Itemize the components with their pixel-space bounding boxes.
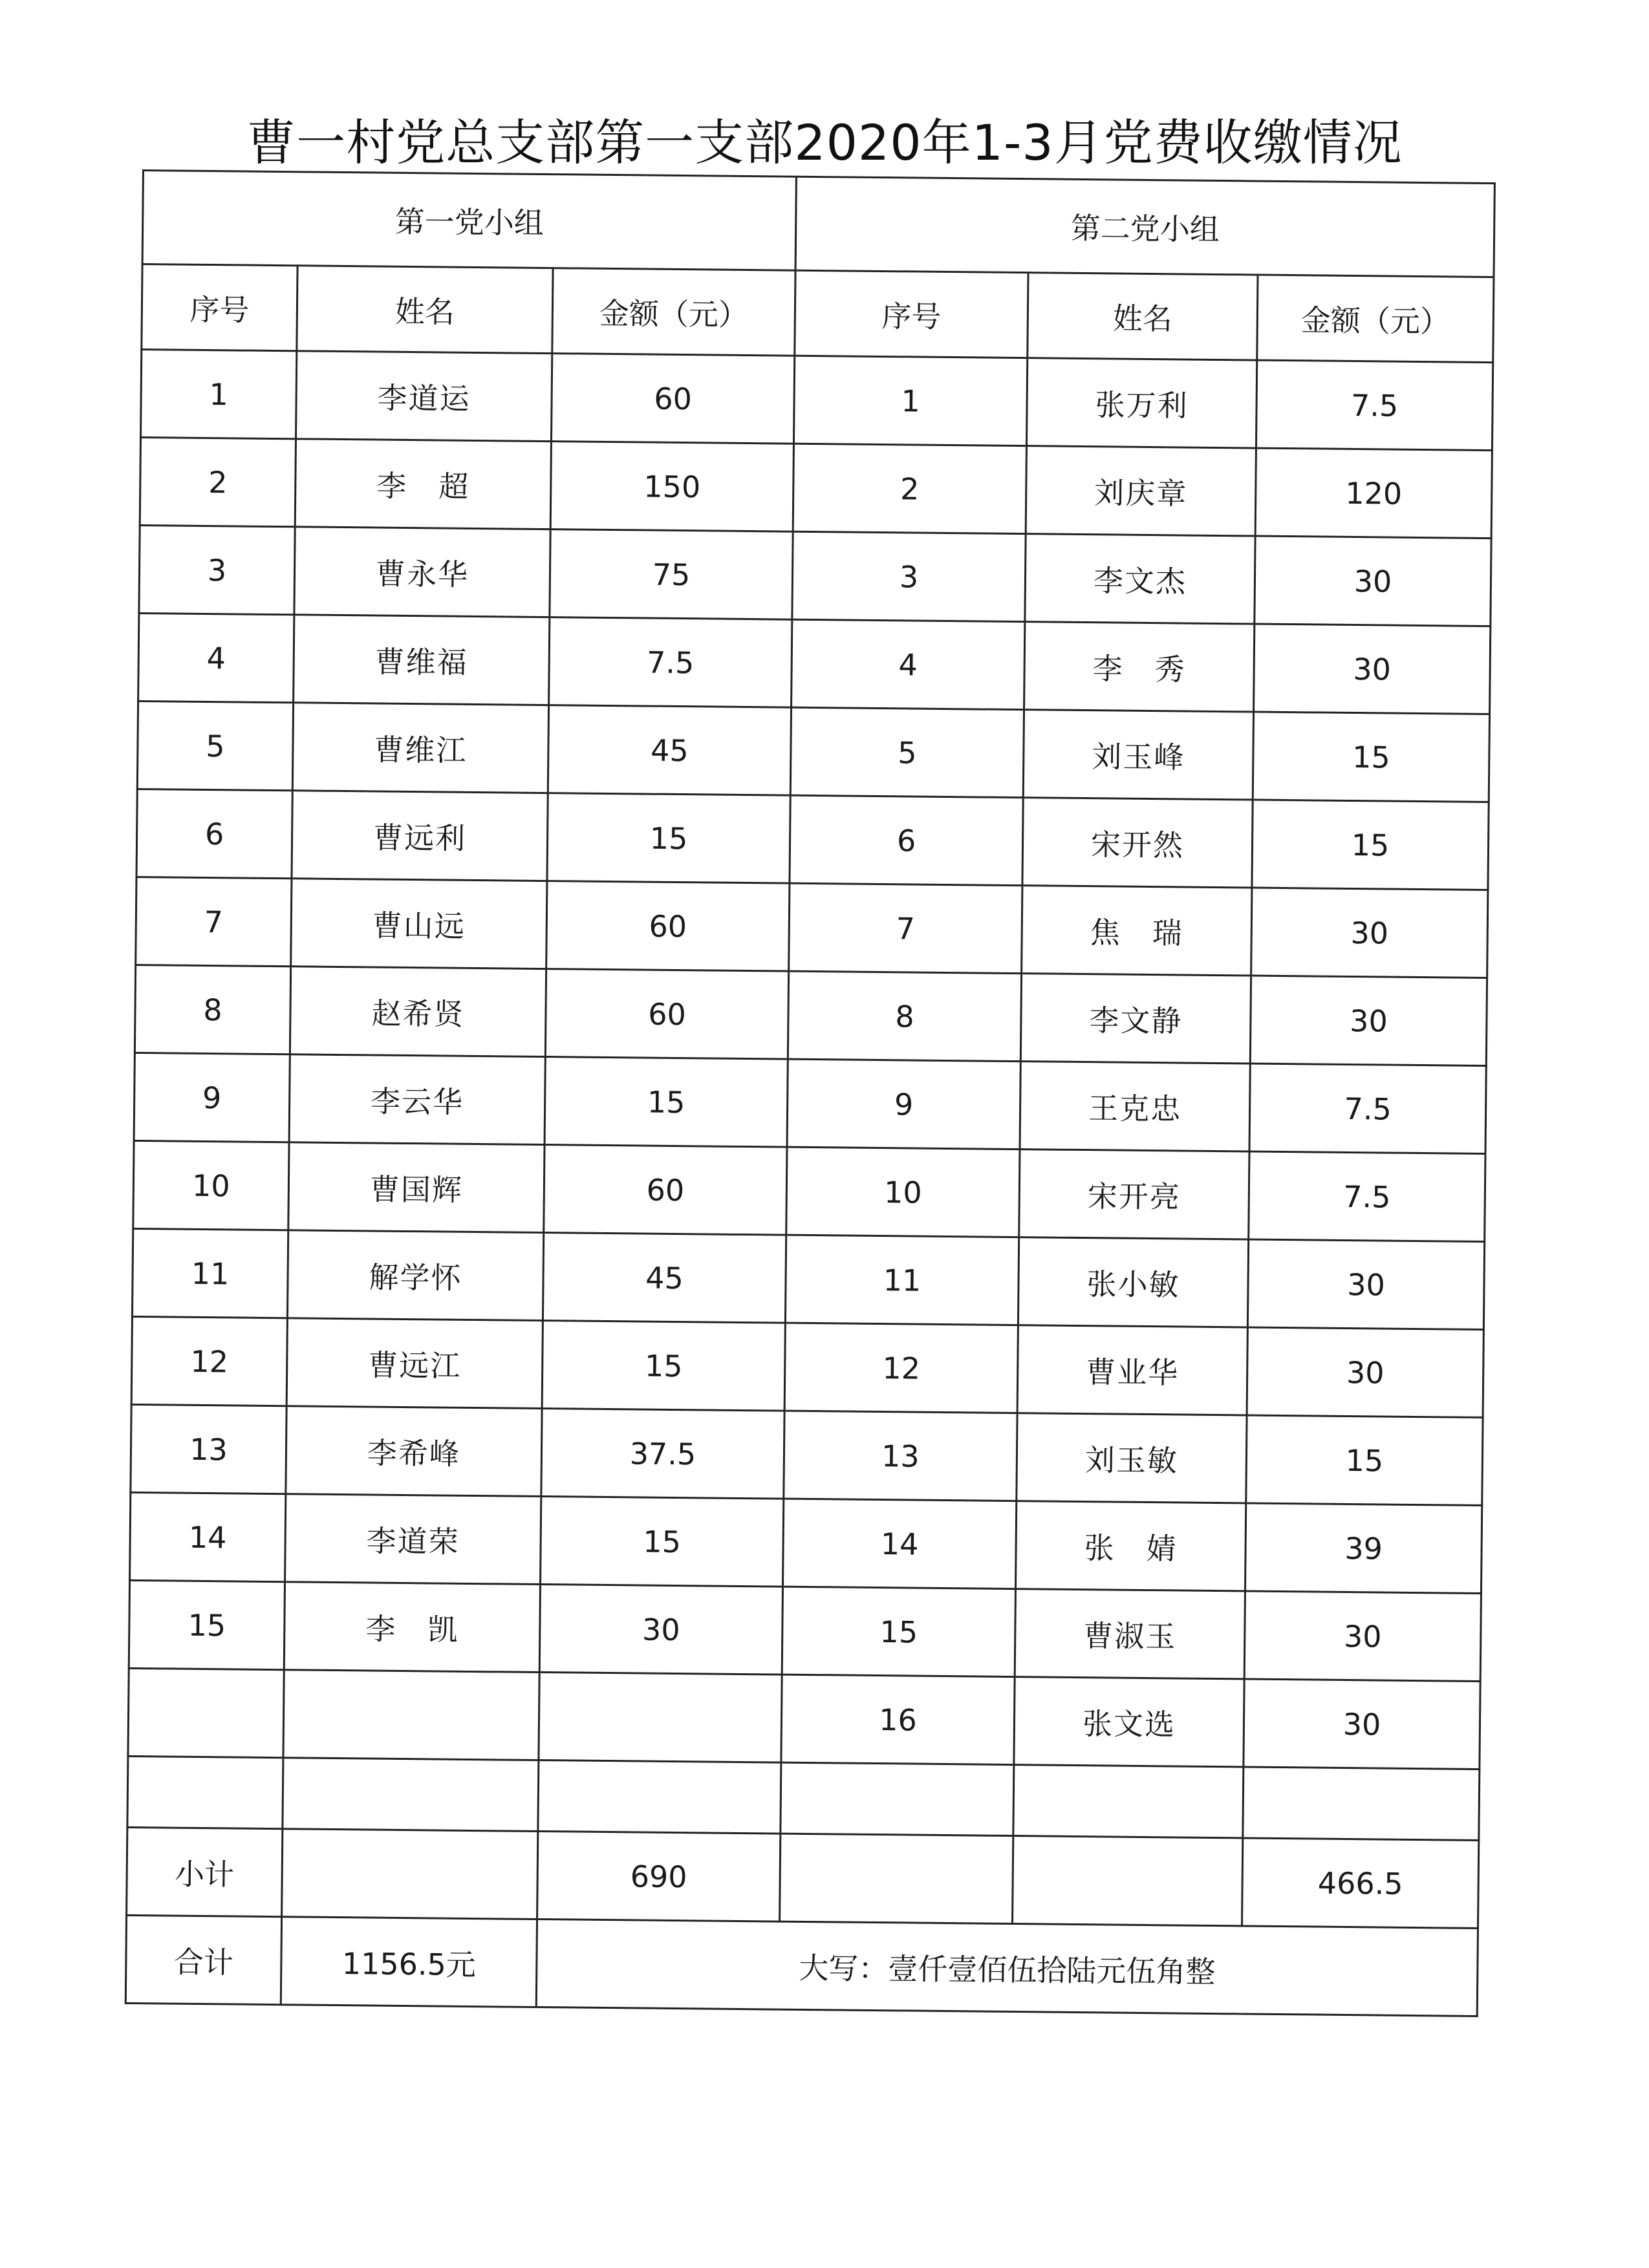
table-row (136, 877, 1488, 978)
empty-cell (282, 1829, 538, 1920)
group1-name-cell: 曹山远 (291, 879, 547, 969)
empty-cell (538, 1760, 781, 1834)
table-row (131, 1404, 1483, 1505)
group2-seq-cell: 2 (793, 444, 1026, 533)
subtotal-row (127, 1827, 1479, 1928)
group2-amount-cell: 30 (1250, 976, 1487, 1065)
group2-name-cell: 曹业华 (1017, 1325, 1247, 1415)
group2-name-cell: 李文静 (1020, 974, 1251, 1064)
group2-amount-cell: 120 (1255, 448, 1492, 538)
group1-seq-cell: 9 (134, 1053, 290, 1142)
group1-amount-cell: 45 (548, 705, 791, 796)
group2-seq-cell: 10 (786, 1147, 1020, 1237)
group1-seq-cell: 8 (135, 965, 290, 1054)
group1-amount-cell: 45 (543, 1233, 786, 1323)
empty-cell (1243, 1767, 1480, 1840)
table-row (141, 350, 1493, 451)
group2-name-header: 姓名 (1028, 273, 1258, 360)
table-row (134, 1053, 1486, 1153)
group1-seq-header: 序号 (142, 264, 297, 351)
group1-name-cell: 曹远江 (286, 1318, 543, 1409)
group1-seq-cell: 2 (140, 437, 296, 526)
group2-amount-header: 金额（元） (1257, 275, 1494, 362)
table-row (133, 1140, 1485, 1241)
group1-amount-cell: 15 (542, 1321, 785, 1411)
group1-name-cell: 曹维江 (292, 703, 548, 793)
column-header-row (142, 264, 1494, 363)
group1-seq-cell: 13 (131, 1404, 286, 1493)
total-in-words: 大写：壹仟壹佰伍拾陆元伍角整 (536, 1919, 1478, 2016)
group2-amount-cell: 7.5 (1249, 1151, 1485, 1241)
group1-seq-cell: 4 (138, 613, 294, 702)
table-row (139, 525, 1491, 626)
group2-amount-cell: 30 (1251, 888, 1488, 978)
group2-amount-cell: 7.5 (1256, 360, 1493, 450)
group2-amount-cell: 30 (1244, 1679, 1480, 1769)
group1-amount-cell: 30 (539, 1585, 782, 1675)
group2-name-cell: 刘庆章 (1026, 446, 1256, 536)
empty-cell (1013, 1836, 1243, 1926)
group1-seq-cell: 6 (136, 789, 292, 878)
group1-name-cell: 曹永华 (294, 527, 550, 617)
group2-seq-cell: 5 (790, 707, 1024, 797)
group2-name-cell: 王克忠 (1020, 1062, 1250, 1151)
group2-seq-cell: 14 (783, 1499, 1017, 1589)
empty-cell (780, 1834, 1013, 1923)
group2-seq-cell: 11 (785, 1235, 1018, 1325)
group1-seq-cell: 11 (132, 1228, 288, 1318)
group1-amount-cell: 15 (544, 1057, 788, 1148)
group-header-row (142, 171, 1494, 277)
group2-amount-cell: 30 (1247, 1239, 1484, 1329)
group1-amount-cell (539, 1673, 782, 1763)
group2-amount-cell: 30 (1255, 536, 1491, 626)
total-amount: 1156.5元 (281, 1917, 537, 2007)
group2-seq-cell: 9 (787, 1059, 1020, 1149)
group1-seq-cell: 3 (139, 525, 295, 614)
group2-amount-cell: 30 (1244, 1591, 1481, 1681)
group1-name-cell: 李希峰 (286, 1406, 542, 1497)
group2-amount-cell: 7.5 (1249, 1064, 1486, 1153)
group1-name-cell: 解学怀 (287, 1230, 543, 1321)
table-row (129, 1580, 1481, 1681)
group2-seq-cell: 13 (784, 1411, 1017, 1501)
group1-name-cell: 李道荣 (285, 1494, 541, 1585)
table-row (137, 701, 1489, 802)
group2-name-cell: 张文选 (1014, 1677, 1244, 1767)
group1-name-cell: 李云华 (289, 1054, 545, 1145)
group2-name-cell: 李 秀 (1024, 622, 1255, 712)
group2-label: 第二党小组 (795, 177, 1494, 277)
group2-seq-cell: 7 (789, 883, 1022, 973)
group1-amount-cell: 60 (544, 1145, 787, 1236)
group2-amount-cell: 15 (1252, 800, 1489, 890)
group1-name-cell: 李道运 (296, 351, 552, 442)
group1-amount-cell: 150 (550, 442, 793, 532)
group2-name-cell: 张万利 (1026, 358, 1256, 448)
group1-seq-cell: 14 (130, 1492, 286, 1581)
group2-amount-cell: 39 (1245, 1503, 1482, 1593)
group2-name-cell: 李文杰 (1025, 534, 1255, 624)
group2-seq-cell: 6 (790, 795, 1023, 885)
group2-seq-cell: 3 (792, 531, 1026, 621)
group1-amount-cell: 60 (546, 881, 790, 972)
group2-amount-cell: 30 (1247, 1327, 1483, 1417)
group1-name-cell: 曹维福 (294, 615, 550, 705)
group2-seq-cell: 4 (792, 619, 1025, 709)
group1-subtotal: 690 (537, 1831, 781, 1921)
total-label: 合计 (125, 1915, 281, 2004)
group1-amount-cell: 75 (550, 530, 793, 620)
group1-name-cell (283, 1670, 539, 1760)
group2-seq-cell: 12 (784, 1323, 1018, 1413)
group2-name-cell: 焦 瑞 (1022, 886, 1252, 976)
group1-seq-cell: 7 (136, 877, 292, 966)
group2-seq-cell: 8 (788, 971, 1021, 1061)
group2-name-cell: 刘玉敏 (1017, 1413, 1247, 1503)
empty-row (127, 1756, 1480, 1840)
group1-amount-cell: 15 (547, 793, 790, 884)
group1-seq-cell: 10 (133, 1140, 289, 1230)
table-row (128, 1668, 1480, 1769)
group1-name-header: 姓名 (297, 266, 553, 354)
table-row (136, 789, 1489, 890)
empty-cell (283, 1758, 539, 1832)
total-row (125, 1915, 1478, 2016)
group1-name-cell: 李 超 (295, 439, 551, 530)
group1-name-cell: 曹国辉 (288, 1142, 544, 1233)
group1-seq-cell: 15 (129, 1580, 285, 1669)
group2-name-cell: 宋开然 (1022, 798, 1253, 888)
group1-seq-cell: 1 (141, 350, 297, 439)
group2-name-cell: 张 婧 (1016, 1501, 1246, 1591)
table-row (130, 1492, 1482, 1593)
group2-seq-header: 序号 (795, 270, 1028, 358)
table-row (138, 613, 1491, 714)
fee-table (125, 169, 1496, 2017)
group1-seq-cell: 5 (137, 701, 293, 790)
group2-amount-cell: 15 (1246, 1415, 1483, 1505)
group1-name-cell: 赵希贤 (290, 967, 546, 1057)
subtotal-label: 小计 (127, 1827, 283, 1916)
table-row (131, 1316, 1483, 1417)
group2-amount-cell: 30 (1254, 624, 1491, 714)
empty-cell (781, 1762, 1014, 1835)
group2-name-cell: 刘玉峰 (1023, 710, 1253, 800)
group2-subtotal: 466.5 (1242, 1838, 1479, 1928)
group1-name-cell: 李 凯 (284, 1582, 540, 1673)
page-title: 曹一村党总支部第一支部2020年1-3月党费收缴情况 (246, 114, 1403, 171)
group1-seq-cell: 12 (131, 1316, 287, 1406)
group2-seq-cell: 16 (781, 1674, 1015, 1764)
group1-amount-cell: 60 (551, 354, 794, 444)
group2-seq-cell: 1 (794, 356, 1028, 445)
group1-label: 第一党小组 (142, 171, 796, 271)
group1-amount-cell: 37.5 (541, 1409, 784, 1499)
group2-name-cell: 曹淑玉 (1015, 1589, 1245, 1679)
group2-name-cell: 宋开亮 (1019, 1150, 1249, 1239)
group1-amount-cell: 7.5 (549, 617, 792, 708)
table-row (132, 1228, 1484, 1329)
table-row (135, 965, 1487, 1065)
group1-seq-cell (128, 1668, 284, 1757)
group1-amount-cell: 60 (545, 969, 788, 1060)
group1-name-cell: 曹远利 (292, 791, 548, 881)
empty-cell (1013, 1765, 1244, 1838)
group1-amount-cell: 15 (541, 1497, 784, 1587)
group2-name-cell: 张小敏 (1018, 1237, 1248, 1327)
group2-amount-cell: 15 (1253, 712, 1489, 802)
table-row (140, 437, 1492, 538)
empty-cell (127, 1756, 283, 1828)
group2-seq-cell: 15 (782, 1587, 1015, 1676)
group1-amount-header: 金额（元） (552, 268, 795, 356)
